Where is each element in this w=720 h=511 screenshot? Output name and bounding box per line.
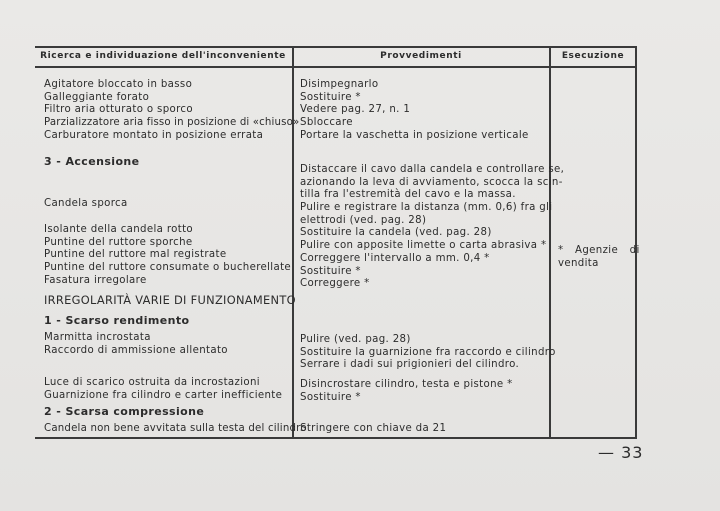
list-item: Sbloccare bbox=[300, 117, 353, 129]
causes-block-3 bbox=[44, 332, 228, 357]
list-item: Pulire con apposite limette o carta abrasiva * bbox=[300, 240, 547, 252]
page-number: — 33 bbox=[598, 443, 644, 462]
list-item: elettrodi (ved. pag. 28) bbox=[300, 214, 427, 226]
list-item: Fasatura irregolare bbox=[44, 274, 147, 286]
table-top-rule bbox=[35, 46, 637, 48]
list-item: Disincrostare cilindro, testa e pistone * bbox=[300, 379, 513, 390]
list-item: azionando la leva di avviamento, scocca la scin- bbox=[300, 176, 563, 188]
list-item: Serrare i dadi sui prigionieri del cilindro. bbox=[300, 359, 520, 371]
list-item: Pulire e registrare la distanza (mm. 0,6) fra gli bbox=[300, 202, 553, 214]
list-item: Sostituire * bbox=[300, 265, 361, 277]
list-item: Pulire (ved. pag. 28) bbox=[300, 334, 411, 345]
section-heading-irregolarita: IRREGOLARITÀ VARIE DI FUNZIONAMENTO bbox=[44, 293, 296, 307]
list-item: tilla fra l'estremità del cavo e la massa. bbox=[300, 189, 516, 201]
header-provvedimenti: Provvedimenti bbox=[380, 51, 462, 61]
remedies-block-1 bbox=[300, 79, 529, 142]
section-heading-scarso-rendimento: 1 - Scarso rendimento bbox=[44, 314, 190, 327]
list-item: Puntine del ruttore mal registrate bbox=[44, 249, 227, 261]
causes-block-1 bbox=[44, 79, 299, 142]
list-item: Guarnizione fra cilindro e carter inefficiente bbox=[44, 389, 283, 401]
list-item: Carburatore montato in posizione errata bbox=[44, 129, 264, 141]
remedies-block-3 bbox=[300, 334, 556, 372]
header-esecuzione: Esecuzione bbox=[561, 51, 625, 61]
list-item: Sostituire * bbox=[300, 91, 361, 103]
list-item: Sostituire * bbox=[300, 391, 361, 403]
table-right-rule bbox=[635, 47, 637, 438]
causes-block-2 bbox=[44, 224, 291, 287]
header-inconveniente: Ricerca e individuazione dell'inconveniente bbox=[40, 51, 286, 61]
esecuzione-note bbox=[558, 245, 640, 270]
table-bottom-rule bbox=[35, 437, 637, 439]
list-item: Puntine del ruttore consumate o bucherellate bbox=[44, 262, 292, 274]
cause-candela-non-avvitata: Candela non bene avvitata sulla testa del cilindro bbox=[44, 423, 307, 434]
esecuzione-line: * Agenzie di bbox=[558, 245, 640, 256]
list-item: Parzializzatore aria fisso in posizione di «chiuso» bbox=[44, 117, 300, 129]
list-item: Correggere * bbox=[300, 278, 370, 290]
causes-block-4 bbox=[44, 377, 282, 402]
cause-candela-sporca: Candela sporca bbox=[44, 198, 128, 209]
list-item: Distaccare il cavo dalla candela e controllare se, bbox=[300, 164, 565, 175]
list-item: Filtro aria otturato o sporco bbox=[44, 104, 193, 116]
list-item: Sostituire la candela (ved. pag. 28) bbox=[300, 227, 492, 239]
list-item: Disimpegnarlo bbox=[300, 79, 379, 90]
list-item: Vedere pag. 27, n. 1 bbox=[300, 104, 411, 116]
esecuzione-line: vendita bbox=[558, 257, 599, 269]
list-item: Raccordo di ammissione allentato bbox=[44, 344, 228, 356]
list-item: Correggere l'intervallo a mm. 0,4 * bbox=[300, 252, 490, 264]
list-item: Galleggiante forato bbox=[44, 91, 150, 103]
section-heading-scarsa-compressione: 2 - Scarsa compressione bbox=[44, 405, 205, 418]
list-item: Isolante della candela rotto bbox=[44, 224, 194, 235]
list-item: Luce di scarico ostruita da incrostazioni bbox=[44, 377, 260, 388]
list-item: Marmitta incrostata bbox=[44, 332, 151, 343]
remedies-block-2 bbox=[300, 164, 564, 291]
list-item: Sostituire la guarnizione fra raccordo e cilindro bbox=[300, 346, 556, 358]
list-item: Portare la vaschetta in posizione verticale bbox=[300, 129, 529, 141]
section-heading-accensione: 3 - Accensione bbox=[44, 155, 140, 168]
remedies-block-4 bbox=[300, 379, 513, 404]
list-item: Puntine del ruttore sporche bbox=[44, 236, 193, 248]
list-item: Agitatore bloccato in basso bbox=[44, 79, 193, 90]
header-bottom-rule bbox=[35, 66, 637, 68]
remedy-stringere: Stringere con chiave da 21 bbox=[300, 423, 447, 434]
